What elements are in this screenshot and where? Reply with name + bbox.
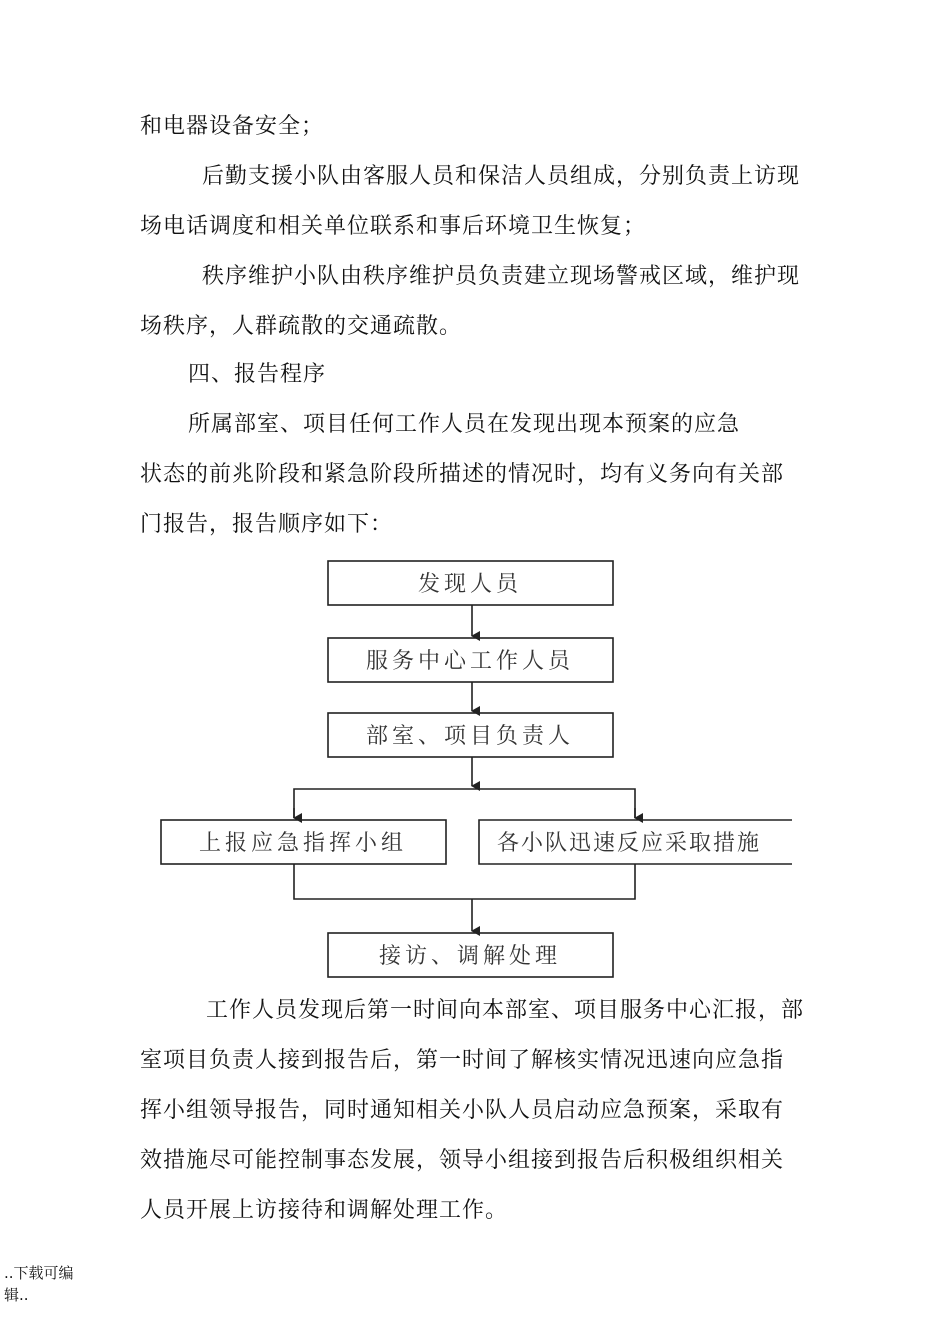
flow-label-dept-head: 部室、项目负责人: [365, 724, 575, 749]
paragraph-line-8: 状态的前兆阶段和紧急阶段所描述的情况时，均有义务向有关部: [140, 462, 785, 487]
paragraph-line-10: 工作人员发现后第一时间向本部室、项目服务中心汇报，部: [206, 998, 805, 1023]
paragraph-line-13: 效措施尽可能控制事态发展，领导小组接到报告后积极组织相关: [140, 1148, 785, 1173]
paragraph-line-9: 门报告，报告顺序如下：: [140, 512, 394, 537]
paragraph-line-12: 挥小组领导报告，同时通知相关小队人员启动应急预案，采取有: [140, 1098, 785, 1123]
paragraph-line-2: 后勤支援小队由客服人员和保洁人员组成，分别负责上访现: [202, 164, 801, 189]
paragraph-line-4: 秩序维护小队由秩序维护员负责建立现场警戒区域，维护现: [202, 264, 801, 289]
flow-label-report-command: 上报应急指挥小组: [198, 831, 408, 856]
section-heading: 四、报告程序: [188, 362, 327, 387]
paragraph-line-5: 场秩序，人群疏散的交通疏散。: [140, 314, 463, 339]
paragraph-line-3: 场电话调度和相关单位联系和事后环境卫生恢复；: [140, 214, 647, 239]
paragraph-line-14: 人员开展上访接待和调解处理工作。: [140, 1198, 509, 1223]
flow-merge-line: [294, 864, 635, 899]
footer-line-2: 辑..: [4, 1286, 29, 1304]
flow-label-service-center: 服务中心工作人员: [365, 649, 575, 674]
footer-note: [4, 1262, 74, 1306]
flow-label-discoverer: 发现人员: [417, 572, 523, 597]
paragraph-line-1: 和电器设备安全；: [140, 114, 325, 139]
flow-label-squad-action: 各小队迅速反应采取措施: [497, 831, 762, 856]
footer-line-1: ..下载可编: [4, 1264, 74, 1282]
flow-split-line: [294, 789, 635, 818]
paragraph-line-11: 室项目负责人接到报告后，第一时间了解核实情况迅速向应急指: [140, 1048, 785, 1073]
flow-label-handle: 接访、调解处理: [378, 944, 562, 969]
paragraph-line-7: 所属部室、项目任何工作人员在发现出现本预案的应急: [188, 412, 741, 437]
